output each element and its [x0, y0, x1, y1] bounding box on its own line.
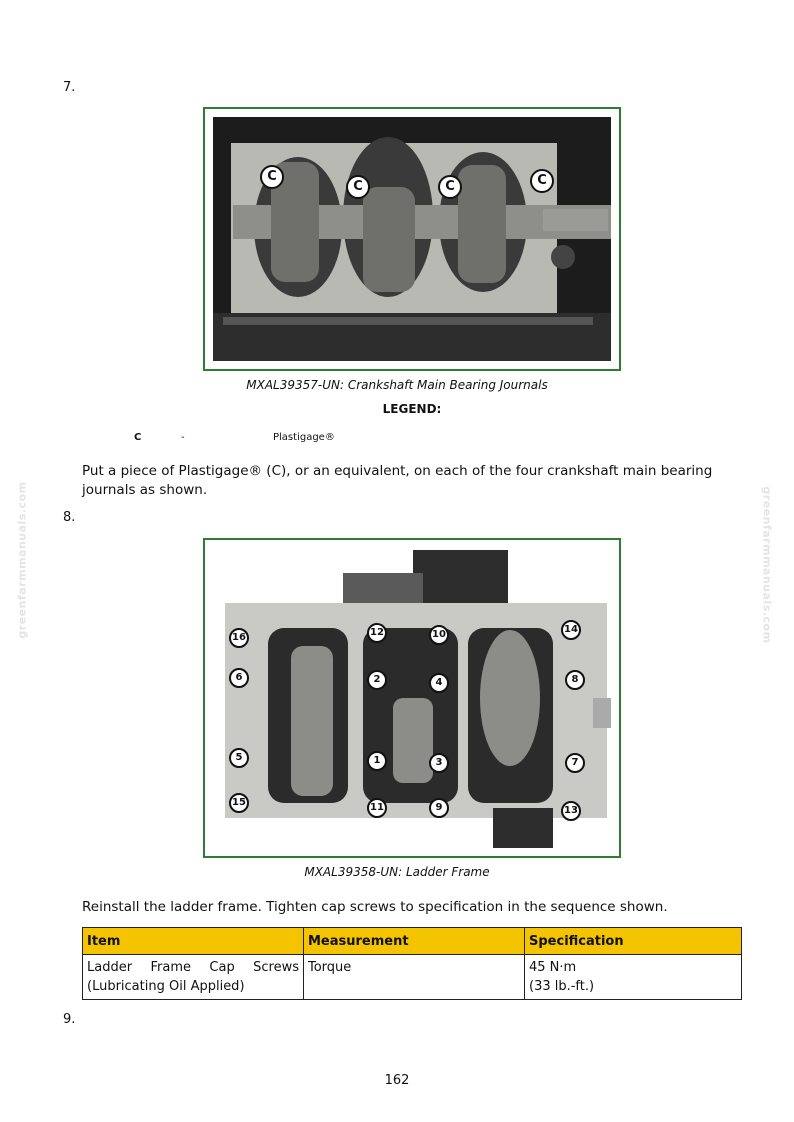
- bolt-callout-1: 1: [367, 751, 387, 771]
- figure-ladder-frame: [203, 538, 621, 858]
- step-number-7: 7.: [63, 80, 76, 95]
- step-number-8: 8.: [63, 510, 76, 525]
- header-measurement: Measurement: [304, 928, 525, 955]
- step7-instruction: Put a piece of Plastigage® (C), or an equivalent, on each of the four crankshaft main bearing journals as shown.: [82, 463, 713, 498]
- bolt-callout-10: 10: [429, 625, 449, 645]
- crankshaft-illustration: [213, 117, 611, 361]
- watermark-right: greenfarmmanuals.com: [760, 486, 774, 644]
- figure-crankshaft-main-bearing-journals: [203, 107, 621, 371]
- bolt-callout-5: 5: [229, 748, 249, 768]
- callout-c-4: C: [530, 169, 554, 193]
- bolt-callout-13: 13: [561, 801, 581, 821]
- ladder-frame-illustration: [213, 548, 611, 848]
- bolt-callout-11: 11: [367, 798, 387, 818]
- torque-spec-table: [82, 927, 742, 1000]
- watermark-left: greenfarmmanuals.com: [15, 481, 29, 639]
- crankshaft-photo: [213, 117, 611, 361]
- page-number: 162: [384, 1073, 410, 1088]
- cell-item: Ladder Frame Cap Screws (Lubricating Oil Applied): [83, 955, 304, 1000]
- cell-measurement: Torque: [304, 955, 525, 1000]
- step8-instruction: Reinstall the ladder frame. Tighten cap screws to specification in the sequence shown.: [82, 899, 668, 915]
- bolt-callout-9: 9: [429, 798, 449, 818]
- header-specification: Specification: [525, 928, 742, 955]
- spec-metric: 45 N·m: [529, 960, 577, 975]
- bolt-callout-2: 2: [367, 670, 387, 690]
- ladder-frame-photo: [213, 548, 611, 848]
- callout-c-1: C: [260, 165, 284, 189]
- bolt-callout-14: 14: [561, 620, 581, 640]
- callout-c-3: C: [438, 175, 462, 199]
- spec-imperial: (33 lb.-ft.): [529, 979, 595, 994]
- bolt-callout-3: 3: [429, 753, 449, 773]
- legend-dash: -: [181, 432, 185, 443]
- table-row: [83, 955, 742, 1000]
- legend-label: Plastigage®: [273, 432, 335, 443]
- bolt-callout-6: 6: [229, 668, 249, 688]
- bolt-callout-4: 4: [429, 673, 449, 693]
- bolt-callout-7: 7: [565, 753, 585, 773]
- cell-specification: [525, 955, 742, 1000]
- step-number-9: 9.: [63, 1012, 76, 1027]
- bolt-callout-12: 12: [367, 623, 387, 643]
- figure1-caption: MXAL39357-UN: Crankshaft Main Bearing Journals: [246, 378, 548, 392]
- bolt-callout-16: 16: [229, 628, 249, 648]
- header-item: Item: [83, 928, 304, 955]
- callout-c-2: C: [346, 175, 370, 199]
- figure2-caption: MXAL39358-UN: Ladder Frame: [304, 865, 490, 879]
- bolt-callout-8: 8: [565, 670, 585, 690]
- bolt-callout-15: 15: [229, 793, 249, 813]
- table-header-row: [83, 928, 742, 955]
- legend-title: LEGEND:: [382, 402, 442, 416]
- legend-key: C: [134, 432, 142, 443]
